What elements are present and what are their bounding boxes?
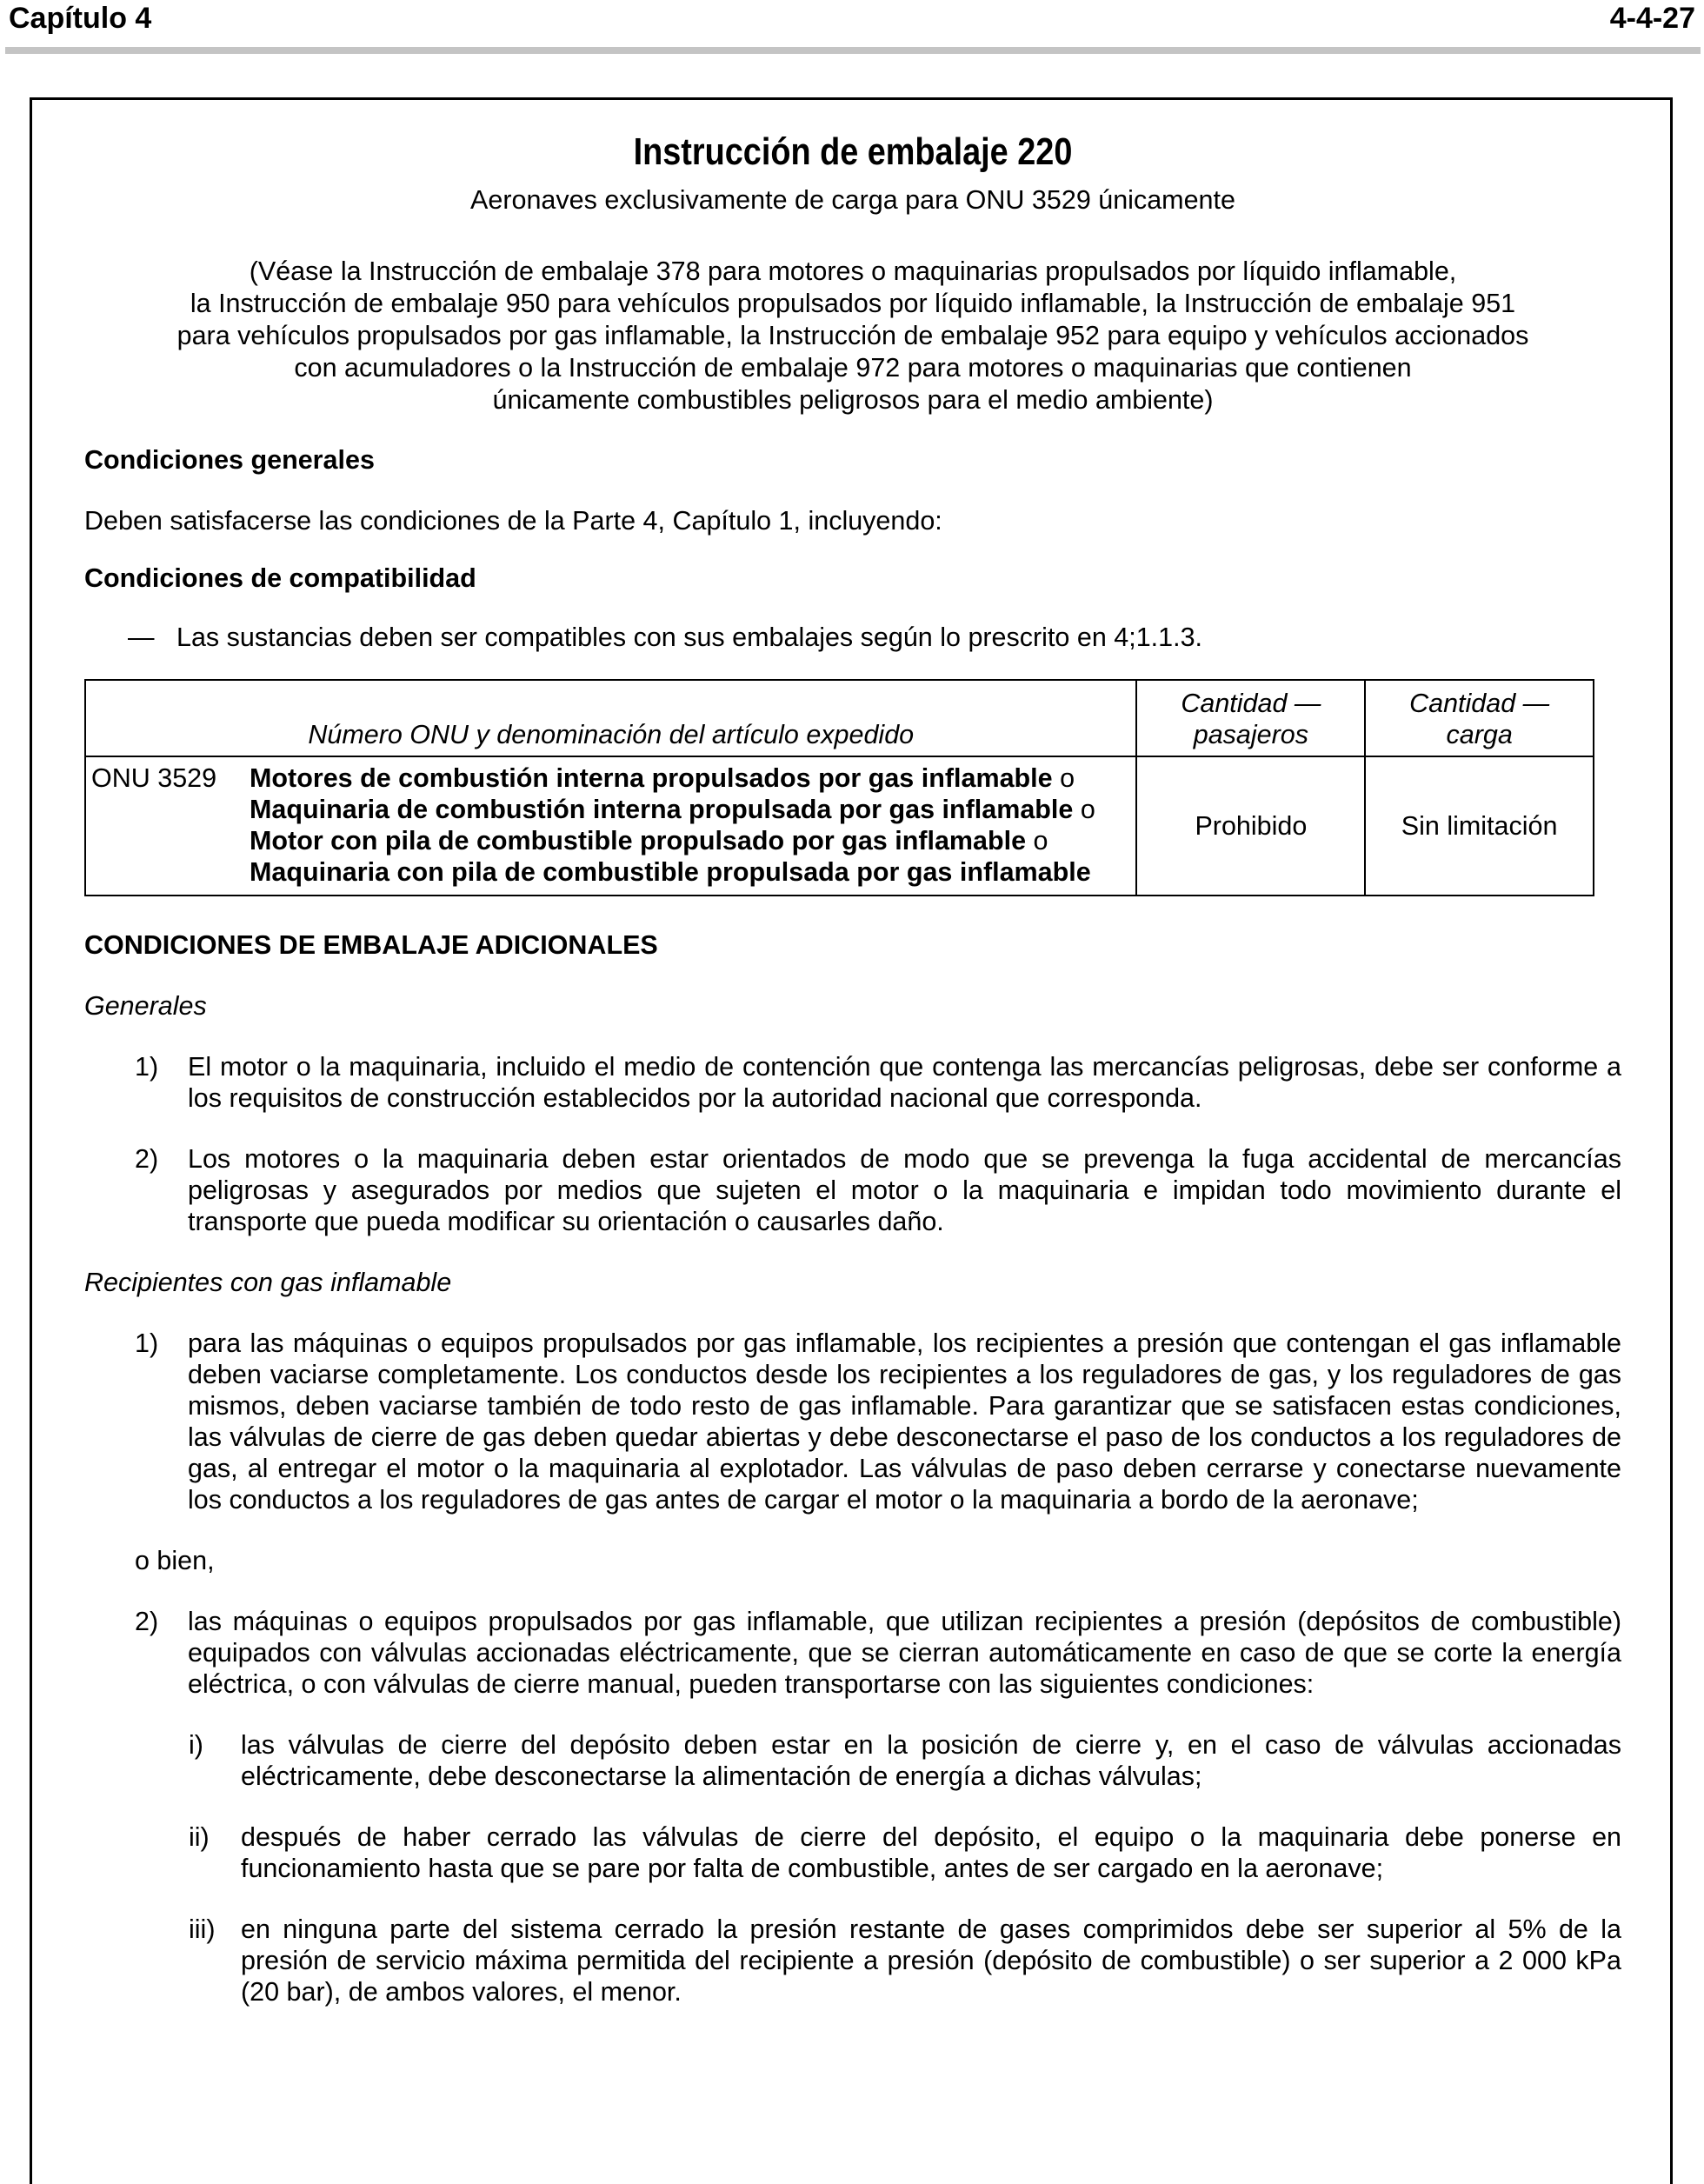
sub-item xyxy=(84,1729,1621,1792)
header-cargo-line2: carga xyxy=(1446,720,1513,749)
un-quantity-table xyxy=(84,679,1594,896)
generales-item xyxy=(84,1143,1621,1237)
compatibility-heading: Condiciones de compatibilidad xyxy=(84,563,476,593)
item-number: 2) xyxy=(135,1144,159,1174)
sub-item-number: i) xyxy=(189,1730,203,1760)
instruction-title: Instrucción de embalaje 220 xyxy=(633,130,1073,173)
note-line: (Véase la Instrucción de embalaje 378 para motores o maquinarias propulsados por líquido inflamable, xyxy=(249,256,1457,286)
un-number: ONU 3529 xyxy=(91,763,217,793)
dash-bullet: — xyxy=(128,623,155,652)
name-part: Motores de combustión interna propulsados por gas inflamable xyxy=(250,763,1053,793)
compatibility-text: Las sustancias deben ser compatibles con sus embalajes según lo prescrito en 4;1.1.3. xyxy=(176,623,1203,652)
header-cargo-line1: Cantidad — xyxy=(1409,689,1550,718)
sub-item-text: en ninguna parte del sistema cerrado la presión restante de gases comprimidos debe ser superior al 5% de la presión de servicio máxima permitida del recipiente a presión (depósito de combustible) o ser superior a 2 000 kPa (20 bar), de ambos valores, el menor. xyxy=(241,1914,1621,2007)
name-separator: o xyxy=(1073,795,1095,824)
table-header-row xyxy=(85,680,1594,756)
cargo-quantity: Sin limitación xyxy=(1365,756,1594,896)
sub-item-text: las válvulas de cierre del depósito deben estar en la posición de cierre y, en el caso de válvulas accionadas eléctricamente, debe desconectarse la alimentación de energía a dichas válvulas; xyxy=(241,1730,1621,1791)
name-separator: o xyxy=(1026,826,1048,856)
item-text: para las máquinas o equipos propulsados por gas inflamable, los recipientes a presión que contengan el gas inflamable deben vaciarse completamente. Los conductos desde los recipientes a los reguladores de gas, y los reguladores de gas mismos, deben vaciarse también de todo resto de gas inflamable. Para garantizar que se satisfacen estas condiciones, las válvulas de cierre de gas deben quedar abiertas y debe desconectarse el paso de los conductos a los reguladores de gas, al entregar el motor o la maquinaria al explotador. Las válvulas de paso deben cerrarse y conectarse nuevamente los conductos a los reguladores de gas antes de cargar el motor o la maquinaria a bordo de la aeronave; xyxy=(188,1328,1621,1515)
item-number: 2) xyxy=(135,1607,159,1636)
compatibility-item xyxy=(128,622,1621,653)
general-conditions-text: Deben satisfacerse las condiciones de la Parte 4, Capítulo 1, incluyendo: xyxy=(84,506,942,536)
header-cargo xyxy=(1365,680,1594,756)
recipients-item xyxy=(84,1328,1621,1515)
general-conditions-heading: Condiciones generales xyxy=(84,445,375,475)
row-description xyxy=(85,756,1136,896)
note-line: únicamente combustibles peligrosos para el medio ambiente) xyxy=(492,385,1214,415)
sub-item-text: después de haber cerrado las válvulas de cierre del depósito, el equipo o la maquinaria debe ponerse en funcionamiento hasta que se pare por falta de combustible, antes de ser cargado en la aeronave; xyxy=(241,1822,1621,1883)
header-passenger xyxy=(1136,680,1365,756)
recipients-item xyxy=(84,1606,1621,1700)
name-part: Maquinaria de combustión interna propulsada por gas inflamable xyxy=(250,795,1074,824)
header-description: Número ONU y denominación del artículo expedido xyxy=(85,680,1136,756)
header-passenger-line1: Cantidad — xyxy=(1181,689,1321,718)
name-part: Motor con pila de combustible propulsado por gas inflamable xyxy=(250,826,1027,856)
sub-item-number: iii) xyxy=(189,1914,216,1944)
or-connector: o bien, xyxy=(135,1546,215,1575)
passenger-quantity: Prohibido xyxy=(1136,756,1365,896)
header-rule xyxy=(5,47,1701,54)
note-line: para vehículos propulsados por gas inflamable, la Instrucción de embalaje 952 para equipo y vehículos accionados xyxy=(176,321,1529,350)
item-text: El motor o la maquinaria, incluido el medio de contención que contenga las mercancías peligrosas, debe ser conforme a los requisitos de construcción establecidos por la autoridad nacional que corresponda. xyxy=(188,1052,1621,1113)
note-line: con acumuladores o la Instrucción de embalaje 972 para motores o maquinarias que contienen xyxy=(294,353,1412,383)
name-part: Maquinaria con pila de combustible propulsada por gas inflamable xyxy=(250,857,1091,887)
chapter-label: Capítulo 4 xyxy=(9,2,152,35)
instruction-subtitle: Aeronaves exclusivamente de carga para ONU 3529 únicamente xyxy=(470,185,1235,215)
note-line: la Instrucción de embalaje 950 para vehículos propulsados por líquido inflamable, la Instrucción de embalaje 951 xyxy=(190,289,1516,318)
instruction-content xyxy=(84,130,1621,2008)
table-row xyxy=(85,756,1594,896)
sub-item xyxy=(84,1914,1621,2008)
recipients-subheading: Recipientes con gas inflamable xyxy=(84,1268,452,1297)
item-number: 1) xyxy=(135,1328,159,1358)
item-number: 1) xyxy=(135,1052,159,1082)
additional-conditions-heading: CONDICIONES DE EMBALAJE ADICIONALES xyxy=(84,930,658,960)
sub-item-number: ii) xyxy=(189,1822,210,1852)
page-header xyxy=(0,0,1704,54)
page-number: 4-4-27 xyxy=(1609,2,1695,35)
cross-reference-note xyxy=(84,256,1621,416)
proper-shipping-name xyxy=(250,762,1128,888)
sub-item xyxy=(84,1821,1621,1884)
generales-subheading: Generales xyxy=(84,991,207,1021)
header-passenger-line2: pasajeros xyxy=(1193,720,1308,749)
item-text: las máquinas o equipos propulsados por gas inflamable, que utilizan recipientes a presión (depósitos de combustible) equipados con válvulas accionadas eléctricamente, que se cierran automáticamente en caso de que se corte la energía eléctrica, o con válvulas de cierre manual, pueden transportarse con las siguientes condiciones: xyxy=(188,1607,1621,1699)
item-text: Los motores o la maquinaria deben estar orientados de modo que se prevenga la fuga accidental de mercancías peligrosas y asegurados por medios que sujeten el motor o la maquinaria e impidan todo movimiento durante el transporte que pueda modificar su orientación o causarles daño. xyxy=(188,1144,1621,1236)
name-separator: o xyxy=(1052,763,1075,793)
generales-item xyxy=(84,1051,1621,1114)
